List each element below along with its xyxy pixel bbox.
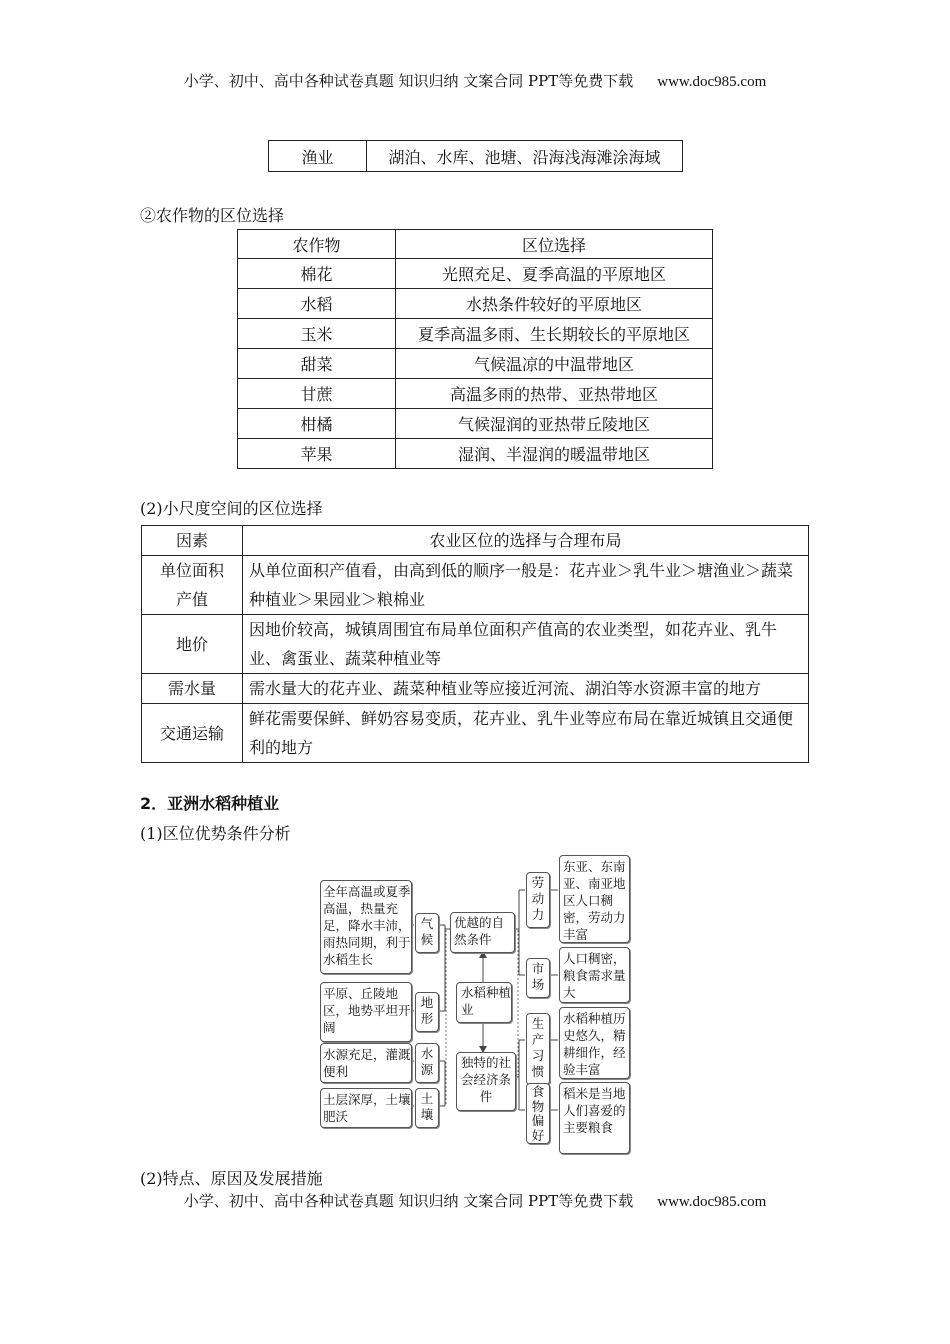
diagram-climate-desc: 全年高温或夏季高温，热量充足，降水丰沛，雨热同期，利于水稻生长 — [320, 880, 412, 974]
section-crops-title: ②农作物的区位选择 — [140, 206, 285, 225]
diagram-habit-desc: 水稻种植历史悠久，精耕细作，经验丰富 — [559, 1007, 630, 1079]
diagram-water-desc: 水源充足，灌溉便利 — [320, 1043, 412, 1083]
diagram-terrain: 地形 — [415, 992, 439, 1032]
diagram-food-desc: 稻米是当地人们喜爱的主要粮食 — [559, 1082, 630, 1154]
diagram-terrain-desc: 平原、丘陵地区，地势平坦开阔 — [320, 982, 412, 1042]
table-row: 苹果 湿润、半湿润的暖温带地区 — [238, 439, 713, 469]
table-row: 地价 因地价较高，城镇周围宜布局单位面积产值高的农业类型，如花卉业、乳牛业、禽蛋业、蔬菜种植业等 — [142, 615, 809, 674]
diagram-center: 水稻种植业 — [456, 982, 512, 1023]
diagram-soil: 土壤 — [415, 1088, 439, 1128]
table-row: 玉米 夏季高温多雨、生长期较长的平原地区 — [238, 319, 713, 349]
diagram-water: 水源 — [415, 1043, 439, 1083]
diagram-market-desc: 人口稠密，粮食需求量大 — [559, 947, 630, 1003]
diagram-labor-desc: 东亚、东南亚、南亚地区人口稠密，劳动力丰富 — [559, 855, 630, 943]
table-row: 需水量 需水量大的花卉业、蔬菜种植业等应接近河流、湖泊等水资源丰富的地方 — [142, 674, 809, 704]
diagram-habit: 生产习惯 — [526, 1013, 550, 1085]
table-row: 甘蔗 高温多雨的热带、亚热带地区 — [238, 379, 713, 409]
section-rice-sub1: (1)区位优势条件分析 — [140, 824, 291, 843]
diagram-soil-desc: 土层深厚，土壤肥沃 — [320, 1088, 412, 1128]
table-row: 单位面积产值 从单位面积产值看，由高到低的顺序一般是：花卉业＞乳牛业＞塘渔业＞蔬菜种植业＞果园业＞粮棉业 — [142, 556, 809, 615]
diagram-market: 市场 — [526, 958, 550, 998]
section-rice-sub2: (2)特点、原因及发展措施 — [140, 1169, 323, 1188]
page-header: 小学、初中、高中各种试卷真题 知识归纳 文案合同 PPT等免费下载 www.doc985.com — [183, 72, 767, 90]
table-row: 甜菜 气候温凉的中温带地区 — [238, 349, 713, 379]
table-row: 棉花 光照充足、夏季高温的平原地区 — [238, 259, 713, 289]
section-small-title: (2)小尺度空间的区位选择 — [140, 499, 323, 518]
table-row: 柑橘 气候湿润的亚热带丘陵地区 — [238, 409, 713, 439]
small-scale-table: 因素 农业区位的选择与合理布局 单位面积产值 从单位面积产值看，由高到低的顺序一般是：花卉业＞乳牛业＞塘渔业＞蔬菜种植业＞果园业＞粮棉业 地价 因地价较高，城镇周围宜布局单位面积产值高的农业类型，如花卉业、乳牛业、禽蛋业、蔬菜种植业等 需水量 需水量大的花卉业、蔬菜种植业等应接近河流、湖泊等水资源丰富的地方 交通运输 鲜花需要保鲜、鲜奶容易变质，花卉业、乳牛业等应布局在靠近城镇且交通便利的地方 — [141, 525, 809, 763]
fishery-table: 渔业 湖泊、水库、池塘、沿海浅海滩涂海域 — [268, 140, 683, 172]
page-footer: 小学、初中、高中各种试卷真题 知识归纳 文案合同 PPT等免费下载 www.doc985.com — [183, 1192, 767, 1210]
diagram-social-conditions: 独特的社会经济条件 — [456, 1052, 516, 1111]
diagram-labor: 劳动力 — [526, 872, 550, 928]
crops-table: 农作物 区位选择 棉花 光照充足、夏季高温的平原地区 水稻 水热条件较好的平原地区 玉米 夏季高温多雨、生长期较长的平原地区 甜菜 气候温凉的中温带地区 甘蔗 高温多雨的热带、亚热带地区 柑橘 气候湿润的亚热带丘陵地区 苹果 湿润、半湿润的暖温带地区 — [237, 229, 713, 469]
table-row: 水稻 水热条件较好的平原地区 — [238, 289, 713, 319]
diagram-climate: 气候 — [415, 913, 439, 953]
diagram-food-preference: 食物偏好 — [526, 1083, 550, 1144]
diagram-natural-conditions: 优越的自然条件 — [450, 912, 515, 953]
table-row: 交通运输 鲜花需要保鲜、鲜奶容易变质，花卉业、乳牛业等应布局在靠近城镇且交通便利的地方 — [142, 704, 809, 763]
section-rice-title: 2．亚洲水稻种植业 — [140, 794, 280, 813]
